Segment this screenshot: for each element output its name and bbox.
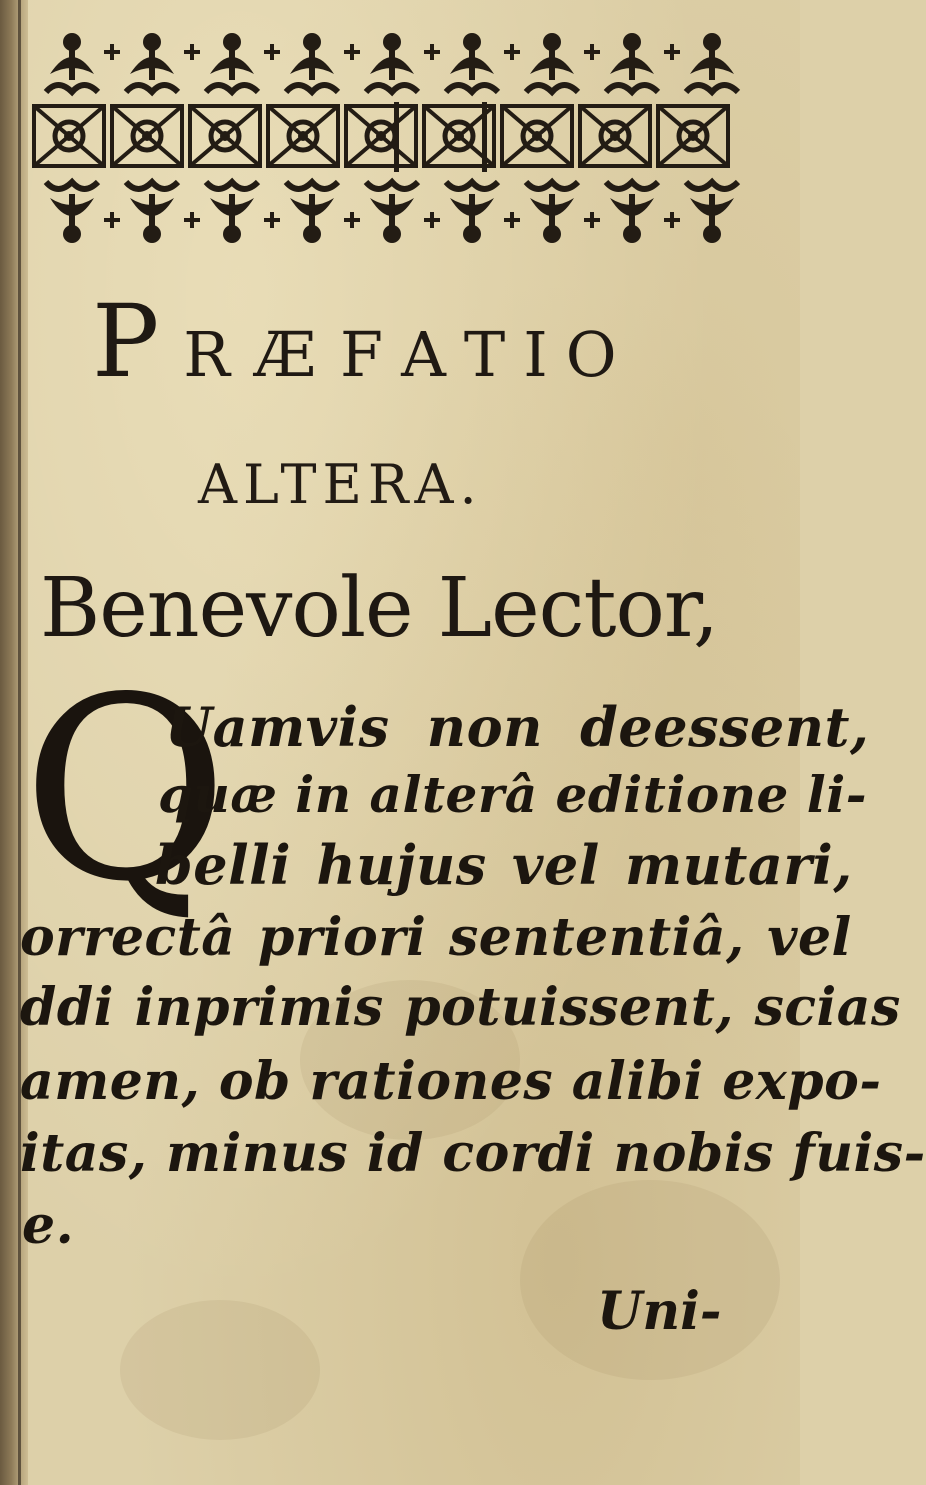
title-letter: Æ [253, 318, 323, 391]
title-letter: A [401, 318, 452, 391]
title-letter: I [523, 318, 554, 391]
page-subtitle: ALTERA. [198, 453, 483, 516]
text-line: belli hujus vel mutari, [155, 833, 853, 897]
title-letter: F [340, 318, 390, 391]
text-line: quæ in alterâ editione li- [158, 765, 868, 824]
title-letter: O [565, 318, 623, 391]
salutation-heading: Benevole Lector, [40, 561, 719, 656]
text-line: Uamvis non deessent, [165, 695, 870, 759]
text-line: ddi inprimis potuissent, scias [20, 977, 901, 1038]
catchword: Uni- [597, 1281, 722, 1342]
title-letter: T [463, 318, 512, 391]
text-line: itas, minus id cordi nobis fuis- [20, 1123, 926, 1184]
title-letter: R [183, 318, 236, 391]
text-line: amen, ob rationes alibi expo- [20, 1051, 882, 1112]
text-line: orrectâ priori sententiâ, vel [20, 907, 852, 968]
title-letter: P [92, 283, 166, 400]
drop-cap: Q [22, 644, 229, 937]
text-line: e. [22, 1195, 75, 1256]
